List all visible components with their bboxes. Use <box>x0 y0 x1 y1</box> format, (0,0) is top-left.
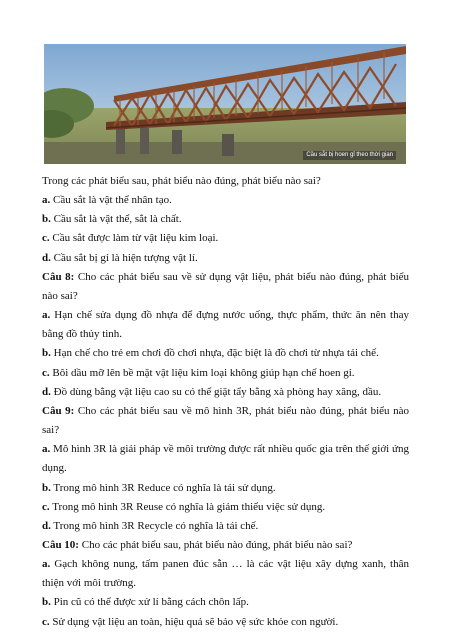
question-8: Câu 8: Cho các phát biểu sau về sử dụng vật liệu, phát biểu nào đúng, phát biểu nào sai? <box>42 270 410 302</box>
photo-caption: Cầu sắt bị hoen gỉ theo thời gian <box>303 151 396 160</box>
q10-statement-c: c. Sử dụng vật liệu an toàn, hiệu quả sẽ bảo vệ sức khỏe con người. <box>42 615 339 628</box>
statement-c: c. Cầu sắt được làm từ vật liệu kim loại. <box>42 232 219 245</box>
q10-statement-a: a. Gạch không nung, tấm panen đúc sẵn … là các vật liệu xây dựng xanh, thân thiện với môi trường. <box>42 558 409 590</box>
question-9: Câu 9: Cho các phát biểu sau về mô hình 3R, phát biểu nào đúng, phát biểu nào sai? <box>42 404 409 437</box>
q9-statement-c: c. Trong mô hình 3R Reuse có nghĩa là giảm thiểu việc sử dụng. <box>42 500 326 513</box>
q8-statement-b: b. Hạn chế cho trẻ em chơi đồ chơi nhựa, đặc biệt là đồ chơi từ nhựa tái chế. <box>42 347 379 360</box>
question-10: Câu 10: Cho các phát biểu sau, phát biểu nào đúng, phát biểu nào sai? <box>42 538 353 551</box>
statement-a: a. Cầu sắt là vật thể nhân tạo. <box>42 194 172 207</box>
q9-statement-a: a. Mô hình 3R là giải pháp về môi trường được rất nhiều quốc gia trên thế giới ứng dụng. <box>42 443 409 475</box>
q8-statement-d: d. Đồ dùng bằng vật liệu cao su có thể giặt tẩy bằng xà phòng hay xăng, dầu. <box>42 385 382 398</box>
statement-b: b. Cầu sắt là vật thể, sắt là chất. <box>42 213 182 226</box>
q8-statement-a: a. Hạn chế sửa dụng đồ nhựa để đựng nước uống, thực phẩm, thức ăn nên thay bằng đồ thủy tinh. <box>42 309 409 341</box>
intro-question: Trong các phát biểu sau, phát biểu nào đúng, phát biểu nào sai? <box>42 175 321 187</box>
q8-statement-c: c. Bôi dầu mỡ lên bề mặt vật liệu kim loại không giúp hạn chế hoen gỉ. <box>42 366 355 379</box>
q9-statement-d: d. Trong mô hình 3R Recycle có nghĩa là tái chế. <box>42 519 259 532</box>
rusty-bridge-photo <box>44 44 406 164</box>
question-text-block <box>42 172 409 632</box>
statement-d: d. Cầu sắt bị gỉ là hiện tượng vật lí. <box>42 251 198 264</box>
q10-statement-b: b. Pin cũ có thể được xử lí bằng cách chôn lấp. <box>42 596 249 609</box>
q9-statement-b: b. Trong mô hình 3R Reduce có nghĩa là tái sử dụng. <box>42 481 276 494</box>
bridge-illustration <box>44 44 406 164</box>
